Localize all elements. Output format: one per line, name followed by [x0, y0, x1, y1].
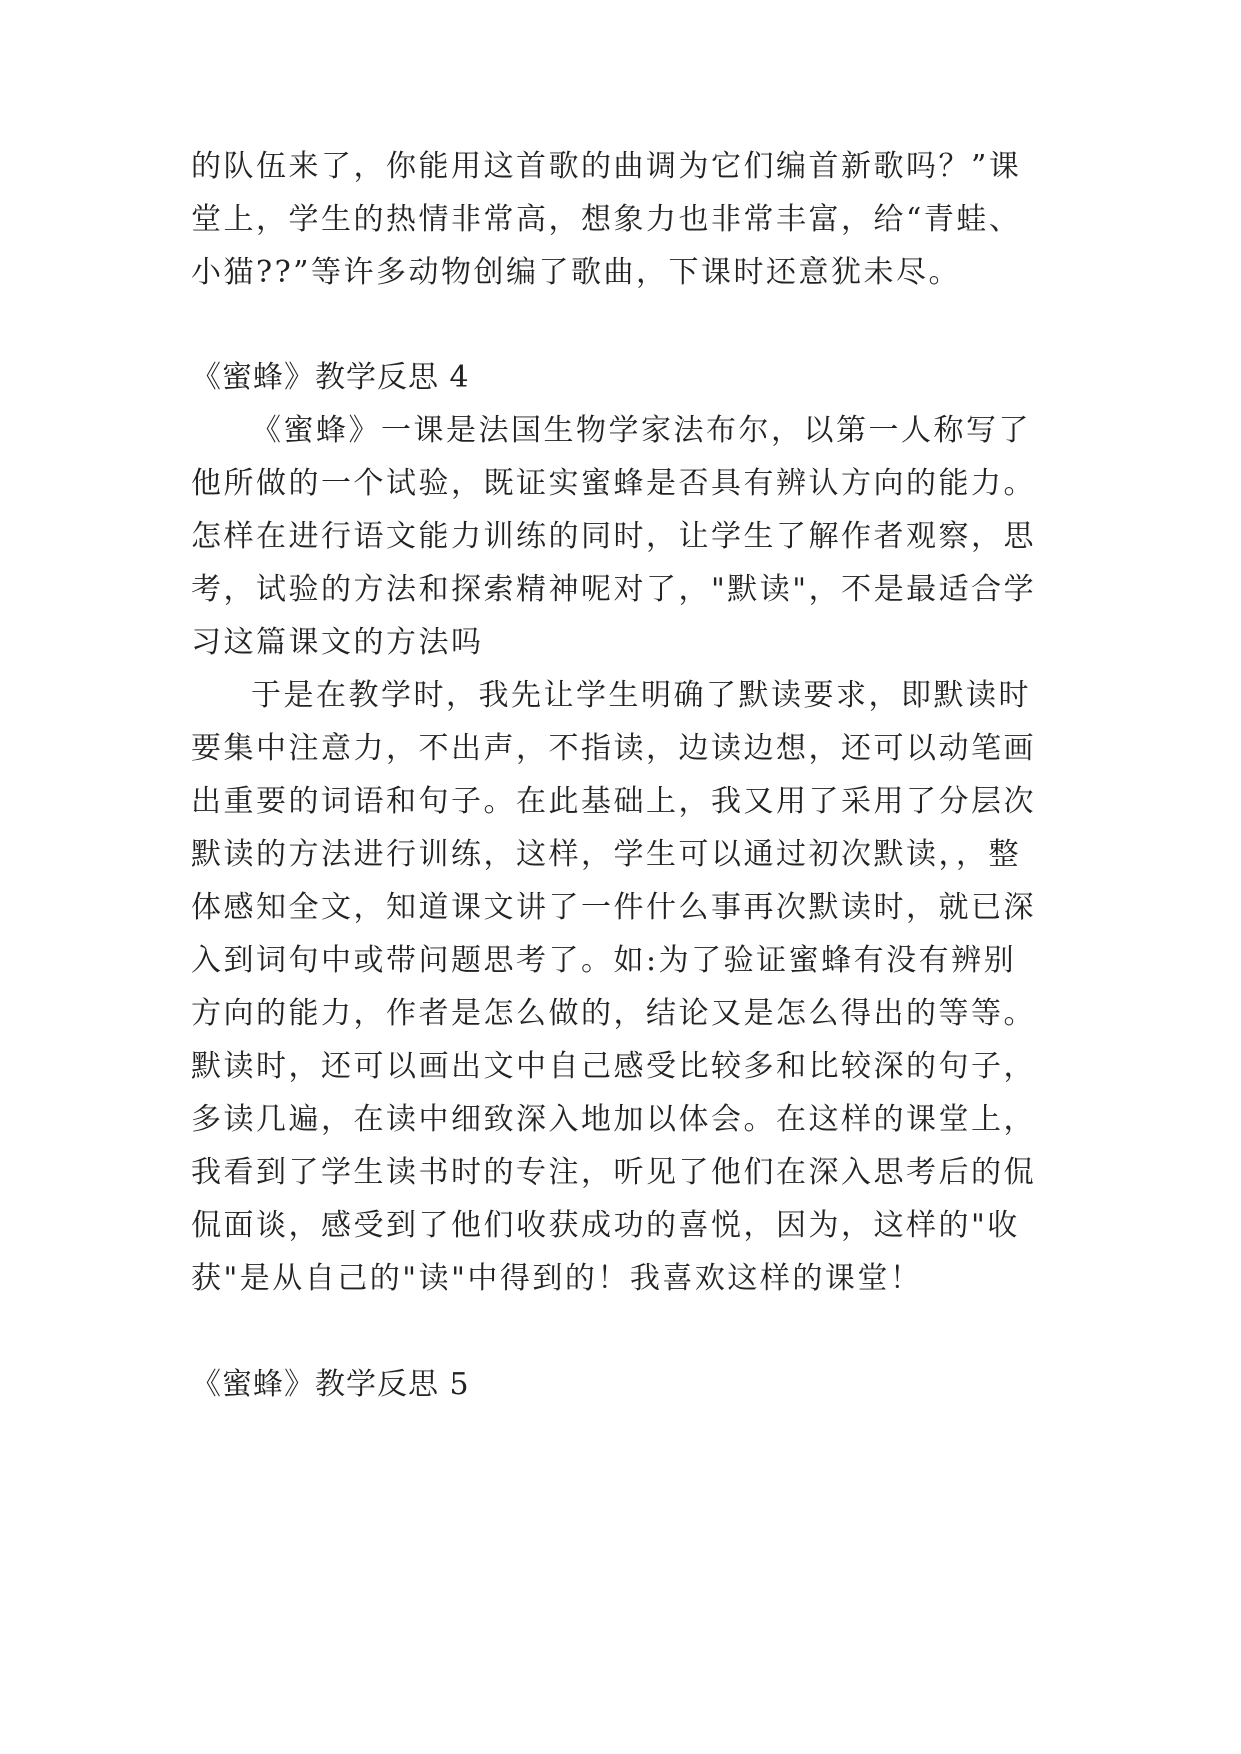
section-heading: 《蜜蜂》教学反思 4 — [191, 360, 470, 395]
paragraph-line: 出重要的词语和句子。在此基础上，我又用了采用了分层次 — [191, 784, 1036, 819]
paragraph-line: 他所做的一个试验，既证实蜜蜂是否具有辨认方向的能力。 — [191, 466, 1036, 501]
paragraph-line: 方向的能力，作者是怎么做的，结论又是怎么得出的等等。 — [191, 996, 1036, 1031]
paragraph-line: 怎样在进行语文能力训练的同时，让学生了解作者观察，思 — [191, 519, 1036, 554]
paragraph-line: 体感知全文，知道课文讲了一件什么事再次默读时，就已深 — [191, 890, 1036, 925]
paragraph-line: 入到词句中或带问题思考了。如:为了验证蜜蜂有没有辨别 — [191, 943, 1017, 978]
intro-line: 的队伍来了，你能用这首歌的曲调为它们编首新歌吗？”课 — [191, 149, 1022, 184]
paragraph-line: 我看到了学生读书时的专注，听见了他们在深入思考后的侃 — [191, 1155, 1036, 1190]
paragraph-line: 默读的方法进行训练，这样，学生可以通过初次默读，，整 — [191, 837, 1021, 872]
intro-line: 小猫??”等许多动物创编了歌曲，下课时还意犹未尽。 — [191, 255, 962, 290]
paragraph-line: 多读几遍，在读中细致深入地加以体会。在这样的课堂上， — [191, 1102, 1036, 1137]
paragraph-line: 《蜜蜂》一课是法国生物学家法布尔，以第一人称写了 — [251, 413, 1031, 448]
paragraph-line: 侃面谈，感受到了他们收获成功的喜悦，因为，这样的"收 — [191, 1208, 1020, 1243]
paragraph-line: 获"是从自己的"读"中得到的！我喜欢这样的课堂！ — [191, 1261, 923, 1296]
section-heading: 《蜜蜂》教学反思 5 — [191, 1367, 470, 1402]
paragraph-line: 默读时，还可以画出文中自己感受比较多和比较深的句子， — [191, 1049, 1036, 1084]
paragraph-line: 考，试验的方法和探索精神呢对了，"默读"，不是最适合学 — [191, 572, 1037, 607]
paragraph-line: 要集中注意力，不出声，不指读，边读边想，还可以动笔画 — [191, 731, 1036, 766]
paragraph-line: 于是在教学时，我先让学生明确了默读要求，即默读时 — [251, 678, 1031, 713]
intro-line: 堂上，学生的热情非常高，想象力也非常丰富，给“青蛙、 — [191, 202, 1022, 237]
paragraph-line: 习这篇课文的方法吗 — [191, 625, 484, 660]
